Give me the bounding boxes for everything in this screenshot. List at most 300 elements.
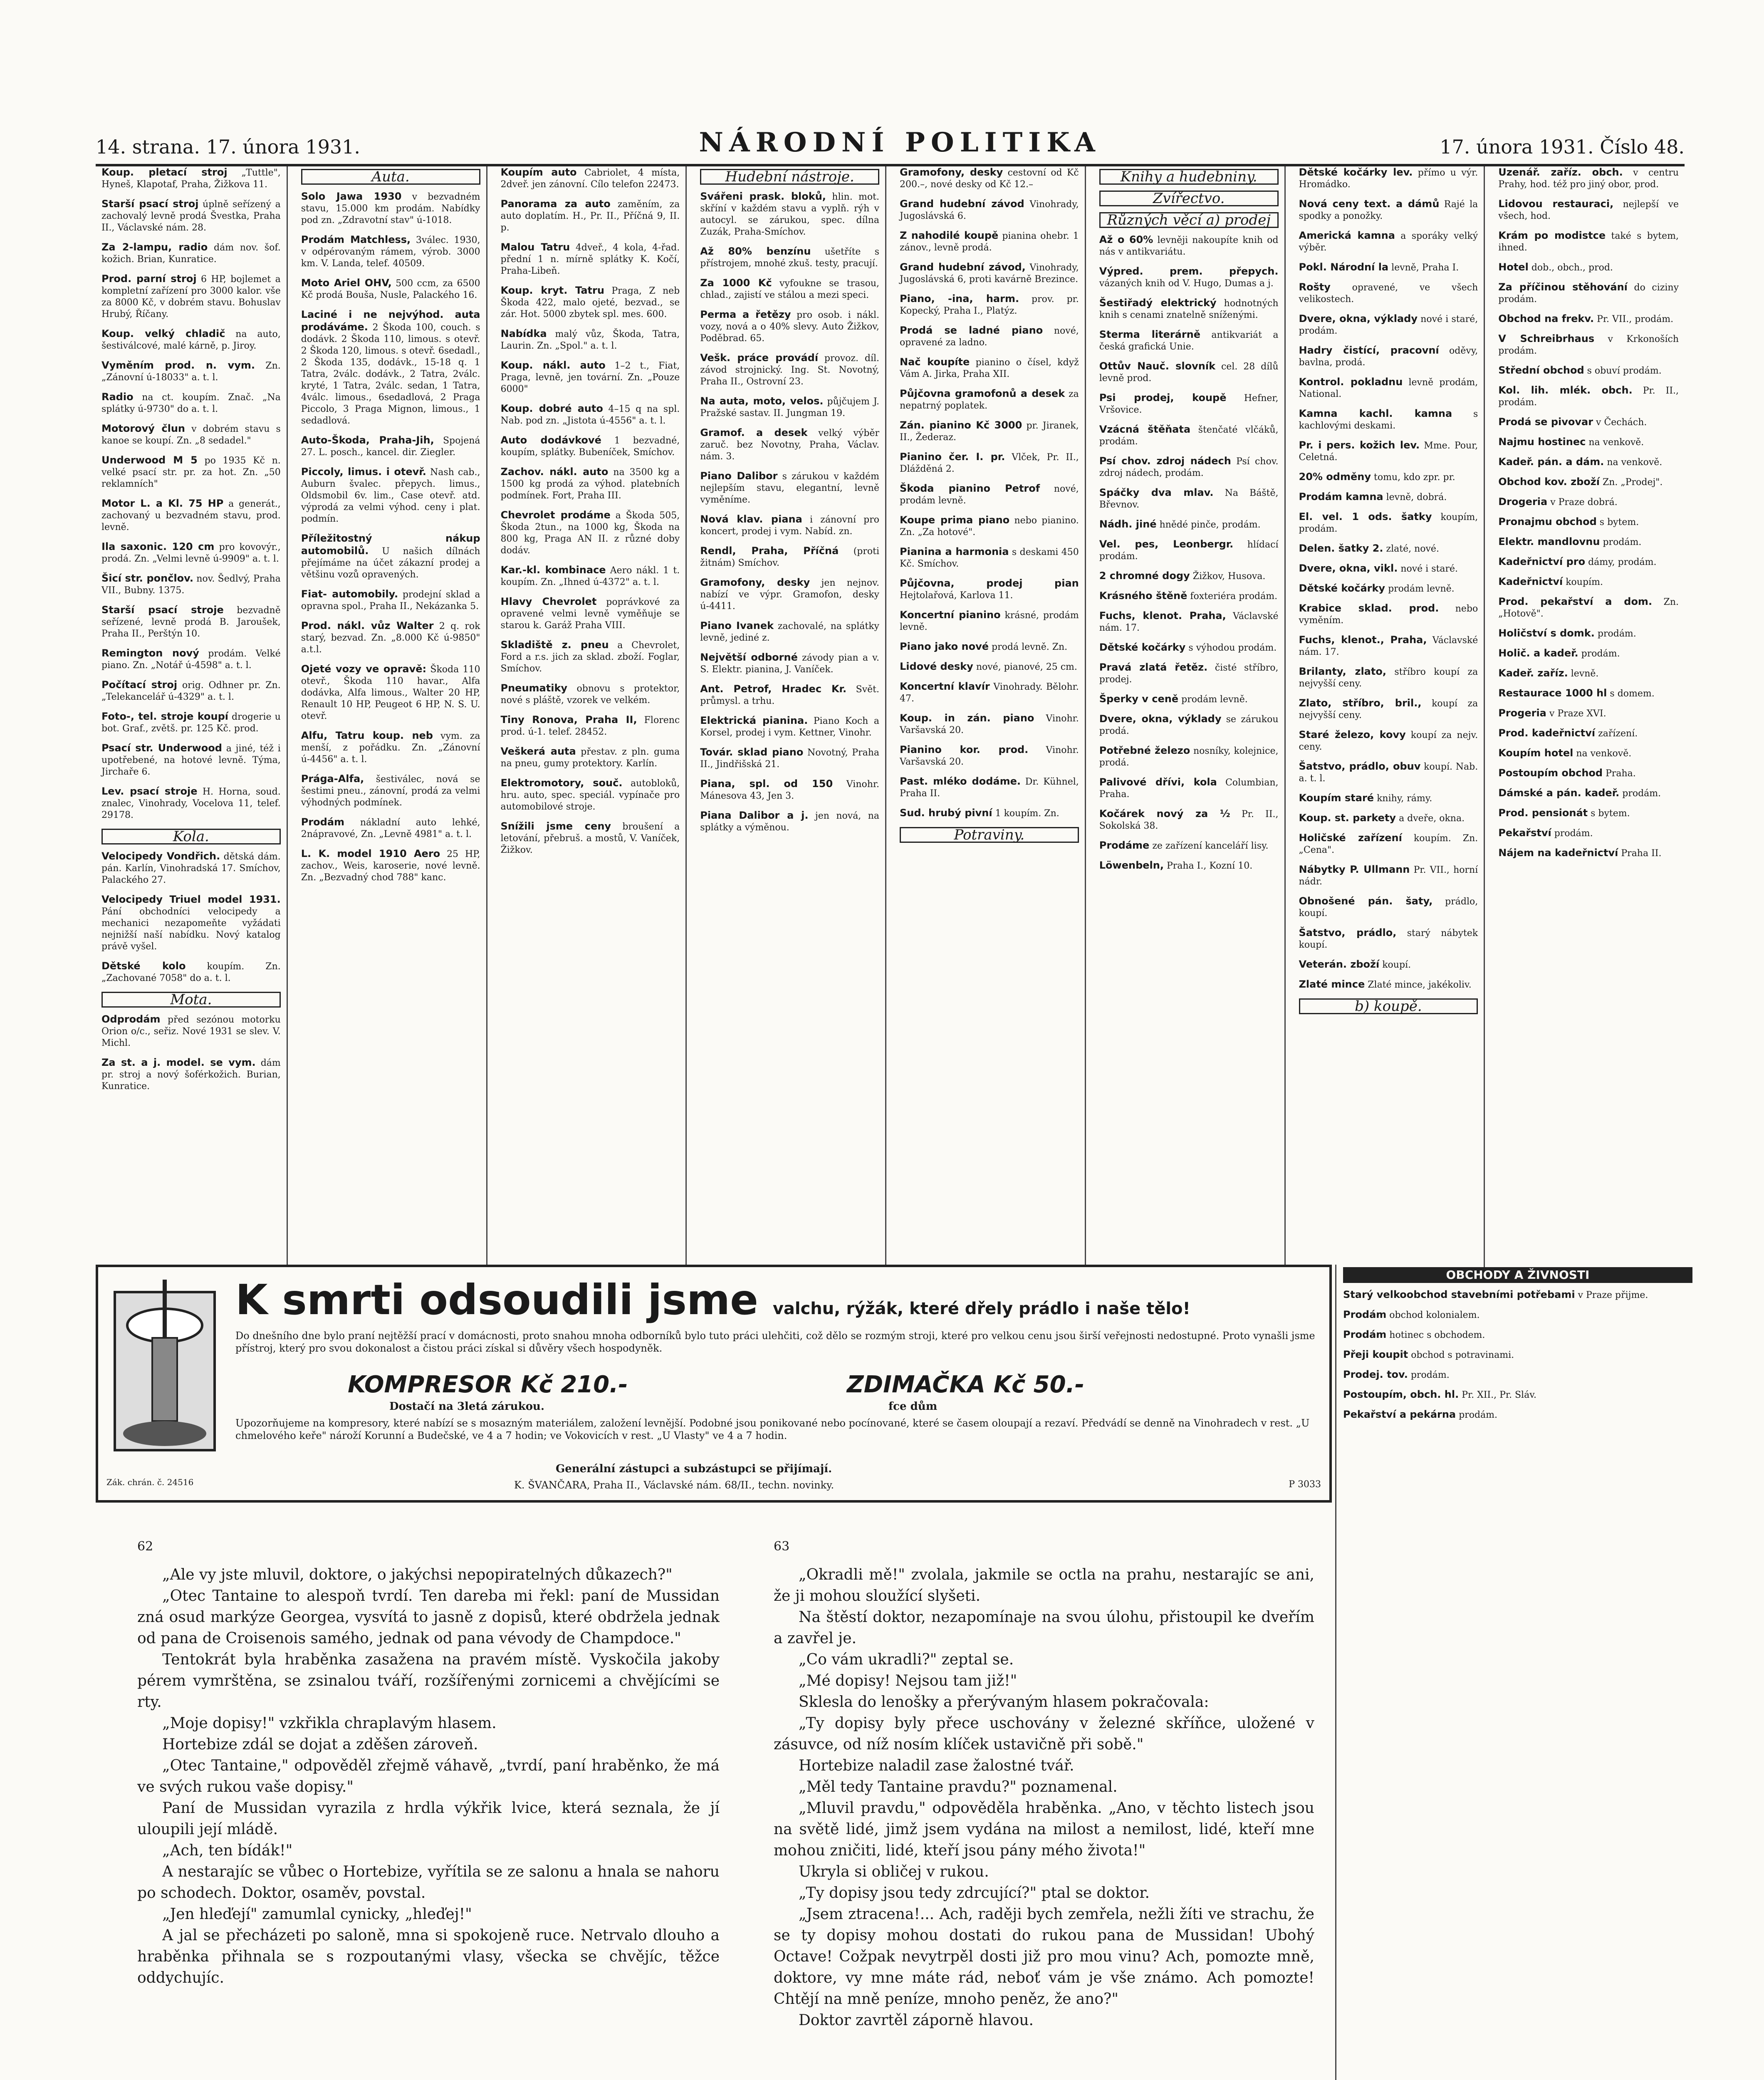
classified-ad <box>900 661 1079 673</box>
classified-ad <box>1498 436 1679 448</box>
ad-text: dětská dám. pán. Karlín, Vinohradská 17. Smíchov, Palackého 27. <box>101 852 281 885</box>
ad-heading: Prodáme <box>1099 839 1150 851</box>
classified-ad <box>1099 776 1279 800</box>
ad-text: pianina ohebr. 1 zánov., levně prodá. <box>900 231 1079 253</box>
classified-ad <box>501 509 680 557</box>
classified-ad <box>301 466 480 525</box>
classified-ad <box>1498 496 1679 508</box>
ad-heading: Střední obchod <box>1498 364 1584 376</box>
classified-ad <box>900 419 1079 443</box>
classified-ad <box>1299 582 1478 595</box>
ad-text: foxteriéra prodám. <box>1190 591 1278 602</box>
ad-text: Václavské nám. 17. <box>1099 611 1279 633</box>
ad-text: prov. pr. Kopecký, Praha I., Platýz. <box>900 294 1079 316</box>
ad-column-6 <box>1094 166 1286 1273</box>
ad-text: zaměním, za auto doplatím. H., Pr. II., Příčná 9, II. p. <box>500 199 680 233</box>
ad-heading: El. vel. 1 ods. šatky <box>1299 511 1432 522</box>
ad-text: Zn. „Zánovní ú-18033" a. t. l. <box>101 361 281 383</box>
ad-heading: Gramofony, desky <box>700 577 810 588</box>
classified-ad <box>1498 787 1679 800</box>
classified-ad <box>1498 536 1679 548</box>
ad-text: v Krkonoších prodám. <box>1498 334 1679 356</box>
ad-zdimacka-price: ZDIMAČKA Kč 50.- <box>847 1371 1085 1398</box>
ad-text: prodejní sklad a opravna spol., Praha II., Nekázanka 5. <box>301 589 480 612</box>
classified-ad <box>1343 1289 1692 1301</box>
ad-text: nebo pianino. Zn. „Za hotové". <box>900 515 1079 537</box>
ad-heading: Nájem na kadeřnictví <box>1498 847 1618 859</box>
ad-text: Spojená 27. L. posch., kancel. dir. Ziegler. <box>301 436 480 458</box>
classified-ad <box>1099 693 1279 706</box>
ad-heading: Veškerá auta <box>500 745 576 757</box>
ad-heading: Chevrolet prodáme <box>500 509 611 521</box>
novel-paragraph: „Měl tedy Tantaine pravdu?" poznamenal. <box>799 1778 1118 1795</box>
ad-text: pr. Jiranek, II., Žederaz. <box>900 421 1079 443</box>
ad-heading: Počítací stroj <box>101 679 178 691</box>
ad-heading: Ila saxonic. 120 cm <box>101 541 215 552</box>
novel-paragraph: „Okradli mě!" zvolala, jakmile se octla na prahu, nestarajíc se ani, že ji mohou sloužící slyšeti. <box>774 1566 1314 1605</box>
ad-heading: Pronajmu obchod <box>1498 516 1597 527</box>
ad-heading: Piana, spl. od 150 <box>700 778 833 790</box>
classified-ad <box>501 434 680 458</box>
classified-ad <box>1498 313 1679 325</box>
ad-text: nové i staré. <box>1400 564 1458 574</box>
classified-ad <box>1498 261 1679 274</box>
ad-text: Vinohrady, Jugoslávská 6. <box>900 199 1079 221</box>
ad-heading: Grand hudební závod <box>900 198 1024 210</box>
ad-heading: Pekařství a pekárna <box>1343 1409 1456 1420</box>
classified-ad <box>501 285 680 320</box>
ad-text: Praha II. <box>1621 848 1662 859</box>
ad-text: nové i staré, prodám. <box>1299 314 1478 336</box>
ad-text: hodnotných knih s cenami znatelně sníženými. <box>1099 298 1279 320</box>
ad-heading: Vzácná štěňata <box>1099 423 1191 435</box>
ad-heading: Dětské kočárky <box>1099 641 1186 653</box>
ad-heading: Ant. Petrof, Hradec Kr. <box>700 683 847 695</box>
ad-text: dám pr. stroj a nový šoférkožich. Burian, Kunratice. <box>101 1058 281 1092</box>
ad-text: Pr. VII., horní nádr. <box>1299 865 1478 887</box>
ad-text: Nash cab., Auburn švalec. přepych. limus., Oldsmobil 6v. lim., Case otevř. atd. výprodá za velmi výhod. ceny i plat. podmín. <box>301 467 480 524</box>
classified-ad <box>101 647 281 671</box>
ad-heading: Löwenbeln, <box>1099 859 1164 871</box>
ad-text: 6 HP, bojlemet a kompletní zařízení pro 3000 kalor. vše za 8000 Kč, v dobrém stavu. Bohuslav Hrubý, Říčany. <box>101 274 281 319</box>
ad-text: na venkově. <box>1576 748 1632 759</box>
ad-text: v Praze dobrá. <box>1550 497 1618 508</box>
section-ruzne: Různých věcí a) prodej <box>1099 212 1279 228</box>
section-auta: Auta. <box>301 169 480 185</box>
classified-ad <box>700 651 879 676</box>
header-right: 17. února 1931. Číslo 48. <box>1440 136 1685 158</box>
ad-text: Novotný, Praha II., Jindřišská 21. <box>700 748 879 770</box>
classified-ad <box>1299 261 1478 274</box>
ad-heading: Pianino kor. prod. <box>900 744 1029 755</box>
classified-ad <box>1498 556 1679 568</box>
novel-paragraph: Na štěstí doktor, nezapomínaje na svou úlohu, přistoupil ke dveřím a zavřel je. <box>774 1609 1314 1647</box>
classified-ad <box>1498 647 1679 660</box>
novel-page-right <box>774 1564 1314 2031</box>
ad-text: koupím. Zn. „Cena". <box>1299 833 1478 855</box>
ad-heading: Palivové dřívi, kola <box>1099 776 1217 788</box>
ad-heading: Gramof. a desek <box>700 427 808 438</box>
ad-heading: Prodám <box>301 816 345 828</box>
classified-ad <box>501 564 680 588</box>
ad-text: poprávkové za opravené velmi levně vyměňuje se starou k. Garáž Praha VIII. <box>500 597 680 631</box>
classified-ad <box>101 391 281 415</box>
classified-ad <box>1498 516 1679 528</box>
ad-heading: Dvere, okna, výklady <box>1099 713 1222 725</box>
ad-text: levně, Praha I. <box>1391 262 1459 273</box>
ad-heading: Koupím hotel <box>1498 747 1573 759</box>
ad-column-5 <box>894 166 1086 1273</box>
ad-heading: Psí chov. zdroj nádech <box>1099 455 1231 467</box>
classified-ad <box>301 277 480 301</box>
classified-ad <box>1299 471 1478 483</box>
classified-ad <box>1099 234 1279 258</box>
ad-text: Pání obchodníci velocipedy a mechanici nezapomeňte vyžádati nejnižší naší nabídku. Nový katalog právě vyšel. <box>101 906 281 952</box>
ad-text: zařízení. <box>1598 728 1638 739</box>
classified-ad <box>900 324 1079 349</box>
classified-ad <box>700 309 879 344</box>
ad-text: vázaných knih od V. Hugo, Dumas a j. <box>1099 278 1274 289</box>
ad-heading: Restaurace 1000 hl <box>1498 687 1607 699</box>
classified-ad <box>1299 511 1478 535</box>
ad-text: Žižkov, Husova. <box>1192 571 1266 582</box>
ad-heading: Piccoly, limus. i otevř. <box>301 466 426 478</box>
classified-ad <box>1299 864 1478 888</box>
ad-text: i zánovní pro koncert, prodej i vym. Nabíd. zn. <box>700 515 880 537</box>
ad-text: s domem. <box>1610 688 1655 699</box>
ad-text: Pr. VII., prodám. <box>1597 314 1674 324</box>
classified-ad <box>1498 807 1679 820</box>
classified-ad <box>1299 542 1478 555</box>
ad-heading: Nabídka <box>500 328 547 339</box>
ad-heading: Vel. pes, Leonbergr. <box>1099 538 1234 550</box>
ad-heading: Prod. parní stroj <box>101 273 197 285</box>
classified-ad <box>900 641 1079 653</box>
ad-heading: Zán. pianino Kč 3000 <box>900 419 1022 431</box>
classified-ad <box>700 715 879 739</box>
ad-heading: Starší psací stroje <box>101 604 224 616</box>
classified-ad <box>501 596 680 631</box>
classified-ad <box>900 577 1079 602</box>
ad-heading: Obchod kov. zboží <box>1498 476 1600 488</box>
ad-heading: Skladiště z. pneu <box>500 639 609 651</box>
classified-ad <box>101 604 281 640</box>
ad-text: se zárukou prodá. <box>1099 714 1279 736</box>
section-kola: Kola. <box>101 829 281 844</box>
ad-heading: Koupe prima piano <box>900 514 1010 526</box>
ad-heading: Koup. dobré auto <box>500 403 603 414</box>
classified-ad <box>1299 697 1478 721</box>
ad-heading: Pianino čer. I. pr. <box>900 451 1005 463</box>
ad-text: Pr. XII., Pr. Sláv. <box>1462 1390 1537 1400</box>
ad-text: s bytem. <box>1599 517 1639 527</box>
ad-text: prodám. <box>1581 649 1620 659</box>
classified-ad <box>501 777 680 813</box>
novel-paragraph: „Ty dopisy jsou tedy zdrcující?" ptal se doktor. <box>799 1884 1150 1902</box>
ad-heading: Delen. šatky 2. <box>1299 542 1383 554</box>
ad-heading: Krabice sklad. prod. <box>1299 602 1439 614</box>
ad-heading: Radio <box>101 391 134 403</box>
section-koupe: b) koupě. <box>1299 998 1478 1014</box>
novel-paragraph: Hortebize naladil zase žalostné tvář. <box>799 1757 1074 1774</box>
classified-ad <box>1099 713 1279 737</box>
ad-heading: Kol. lih. mlék. obch. <box>1498 384 1633 396</box>
ad-text: velký výběr zaruč. bez Novotny, Praha, Václav. nám. 3. <box>700 428 880 462</box>
classified-ad <box>501 682 680 706</box>
classified-ad <box>1343 1329 1692 1341</box>
classified-ad <box>1498 576 1679 588</box>
classified-ad <box>1299 602 1478 626</box>
ad-heading: Dámské a pán. kadeř. <box>1498 787 1620 799</box>
classified-ad <box>1299 729 1478 753</box>
classified-ad <box>1498 747 1679 760</box>
classified-ad <box>1299 439 1478 463</box>
classified-ad <box>301 434 480 458</box>
ad-text: koupím. Zn. „Zachované 7058" do a. t. l. <box>101 961 281 983</box>
classified-ad <box>1299 666 1478 690</box>
ad-text: po 1935 Kč n. velké psací str. pr. za hot. Zn. „50 reklamních" <box>101 456 281 489</box>
ad-text: s výhodou prodám. <box>1188 643 1277 653</box>
classified-ad <box>1299 958 1478 971</box>
classified-ad <box>501 198 680 234</box>
ad-heading: Kontrol. pokladnu <box>1299 376 1403 388</box>
ad-text: přímo u výr. Hromádko. <box>1299 168 1478 190</box>
ad-text: nejlepší ve všech, hod. <box>1498 199 1679 221</box>
ad-text: koupí. Nab. a. t. l. <box>1299 762 1478 784</box>
ad-heading: Past. mléko dodáme. <box>900 775 1021 787</box>
ad-column-4 <box>694 166 886 1273</box>
novel-paragraph: Tentokrát byla hraběnka zasažena na pravém místě. Vyskočila jakoby pérem vymrštěna, se zsinalou tváří, rozšířenými zornicemi a chvějícími se rty. <box>137 1651 720 1711</box>
classified-ad <box>1299 927 1478 951</box>
classified-ad <box>1343 1349 1692 1361</box>
ad-text: obchod kolonialem. <box>1389 1310 1480 1320</box>
ad-text: v dobrém stavu s kanoe se koupí. Zn. „8 sedadel." <box>101 424 281 446</box>
ad-text: Václavské nám. 17. <box>1299 635 1478 657</box>
classified-ad <box>1099 455 1279 479</box>
classified-ad <box>900 198 1079 222</box>
ad-heading: Veterán. zboží <box>1299 958 1380 970</box>
ad-heading: Kadeřnictví pro <box>1498 556 1586 567</box>
ad-text: přestav. z pln. guma na pneu, gumy protektory. Karlín. <box>500 747 680 769</box>
classified-ad <box>1099 839 1279 852</box>
classified-ad <box>900 546 1079 570</box>
novel-paragraph: „Co vám ukradli?" zeptal se. <box>799 1651 1014 1668</box>
ad-text: starý nábytek koupí. <box>1299 928 1478 950</box>
ad-text: Praha I., Kozní 10. <box>1166 861 1253 871</box>
ad-text: prodám levně. <box>1181 694 1248 705</box>
classified-ad <box>501 241 680 277</box>
ad-text: Rajé la spodky a ponožky. <box>1299 199 1478 221</box>
businesses-column <box>1335 1265 1692 2080</box>
ad-text: obnovu s protektor, nové s pláště, vzorek ve velkém. <box>500 683 680 706</box>
ad-heading: Lidové desky <box>900 661 973 672</box>
ad-text: nové, pianové, 25 cm. <box>976 662 1077 672</box>
classified-ad <box>501 466 680 502</box>
ad-text: 1 bezvadné, koupím, splátky. Bubeníček, Smíchov. <box>500 436 680 458</box>
ad-heading: Piana Dalibor a j. <box>700 810 809 821</box>
classified-ad <box>700 810 879 834</box>
novel-page-left <box>137 1564 720 1988</box>
ad-text: prodám. <box>1597 629 1636 639</box>
classified-ad <box>101 1013 281 1049</box>
ad-heading: Foto-, tel. stroje koupí <box>101 711 229 722</box>
classified-ad <box>1498 456 1679 468</box>
ad-heading: Pr. i pers. kožich lev. <box>1299 439 1420 451</box>
classified-ad <box>501 820 680 856</box>
ad-heading: Spáčky dva mlav. <box>1099 487 1214 498</box>
ad-heading: Piano, -ina, harm. <box>900 293 1019 305</box>
classified-ad <box>1498 627 1679 640</box>
ad-heading: Staré železo, kovy <box>1299 729 1406 740</box>
ad-text: pianino o čísel, když Vám A. Jirka, Praha XII. <box>900 357 1079 379</box>
ad-heading: Koup. st. parkety <box>1299 812 1396 824</box>
classified-ad <box>1299 198 1478 222</box>
classified-ad <box>501 639 680 675</box>
ad-text: nové, prodám levně. <box>900 484 1079 506</box>
classified-ad <box>1498 230 1679 254</box>
classified-ad <box>1498 596 1679 620</box>
ad-kompresor-price: KOMPRESOR Kč 210.- <box>348 1371 628 1398</box>
ad-heading: Nová klav. piana <box>700 513 802 525</box>
novel-paragraph: Paní de Mussidan vyrazila z hrdla výkřik lvice, která seznala, že jí uloupili její mládě. <box>137 1800 720 1838</box>
classified-ad <box>101 742 281 778</box>
classified-ad <box>700 577 879 612</box>
ad-text: Zn. „Prodej". <box>1602 477 1663 488</box>
ad-text: Columbian, Praha. <box>1099 778 1279 800</box>
ad-heading: Grand hudební závod, <box>900 261 1026 273</box>
ad-text: levněji nakoupíte knih od nás v antikvariátu. <box>1099 235 1279 257</box>
ad-text: v Praze přijme. <box>1578 1290 1648 1300</box>
ad-text: cel. 28 dílů levně prod. <box>1099 362 1279 384</box>
ad-text: štenčaté vlčáků, prodám. <box>1099 425 1279 447</box>
classified-ad <box>1299 408 1478 432</box>
ad-heading: Škoda pianino Petrof <box>900 483 1040 494</box>
ad-kompresor-sub: Dostačí na 3letá zárukou. <box>389 1400 544 1413</box>
ad-heading: Laciné i ne nejvýhod. auta prodáváme. <box>301 309 480 333</box>
ad-heading: Nábytky P. Ullmann <box>1299 864 1410 875</box>
ad-heading: Americká kamna <box>1299 230 1395 241</box>
ad-text: prodá levně. Zn. <box>992 642 1068 652</box>
classified-ad <box>1299 760 1478 785</box>
ad-text: Pr. II., Sokolská 38. <box>1099 809 1279 831</box>
ad-text: pro kovovýr., prodá. Zn. „Velmi levně ú-9909" a. t. l. <box>101 542 281 564</box>
classified-ad <box>900 356 1079 380</box>
ad-text: koupím, prodám. <box>1299 512 1478 534</box>
ad-text: dob., obch., prod. <box>1531 262 1613 273</box>
ad-heading: Kadeř. zaříz. <box>1498 667 1568 679</box>
ad-heading: Brilanty, zlato, <box>1299 666 1386 677</box>
ad-text: prodám. <box>1410 1370 1450 1380</box>
ad-text: prodám. <box>1622 788 1661 799</box>
ad-text: hlídací prodám. <box>1099 540 1279 562</box>
ad-text: provoz. díl. závod strojnický. Ing. St. Novotný, Praha II., Ostrovní 23. <box>700 353 880 387</box>
ad-text: Hejtolařová, Karlova 11. <box>900 590 1013 601</box>
ad-text: půjčujem J. Pražské sastav. II. Jungman 19. <box>700 396 879 418</box>
ad-text: 4dveř., 4 kola, 4-řad. přední 1 n. mírně splátky K. Kočí, Praha-Libeň. <box>500 243 680 276</box>
classified-ad <box>1099 859 1279 872</box>
ad-text: krásné, prodám levně. <box>900 610 1079 632</box>
classified-ad <box>900 775 1079 800</box>
classified-ad <box>101 679 281 703</box>
novel-paragraph: „Ty dopisy byly přece uschovány v železné skříňce, uložené v zásuvce, od níž nosím klíček ustavičně při sobě." <box>774 1715 1314 1753</box>
ad-heading: Alfu, Tatru koup. neb <box>301 730 433 741</box>
classified-ad <box>501 328 680 352</box>
classified-ad <box>1299 832 1478 856</box>
ad-heading: Piano jako nové <box>900 641 989 652</box>
ad-heading: Malou Tatru <box>500 241 570 253</box>
ad-text: Hefner, Vršovice. <box>1099 393 1279 415</box>
classified-ad <box>501 359 680 395</box>
ad-text: broušení a letování, přebruš. a mostů, V. Vaníček, Žižkov. <box>500 822 680 855</box>
ad-heading: Elektr. mandlovnu <box>1498 536 1600 547</box>
classified-ad <box>101 273 281 320</box>
ad-heading: Šperky v ceně <box>1099 693 1179 705</box>
classified-ad <box>900 681 1079 705</box>
ad-text: H. Horna, soud. znalec, Vinohrady, Vocelova 11, telef. 29178. <box>101 787 281 820</box>
ad-text: v bezvadném stavu, 15.000 km prodám. Nabídky pod zn. „Zdravotní stav" ú-1018. <box>301 192 480 225</box>
classified-ad <box>1299 812 1478 825</box>
classified-ad <box>900 514 1079 538</box>
page-number-left: 62 <box>137 1539 153 1554</box>
classified-ad <box>1299 895 1478 919</box>
classified-ad <box>101 572 281 597</box>
ad-heading: Pekařství <box>1498 827 1551 839</box>
ad-text: s obuví prodám. <box>1587 366 1662 376</box>
classified-ad <box>1099 360 1279 384</box>
classified-ad <box>1498 827 1679 839</box>
ad-heading: Prodám <box>1343 1309 1387 1320</box>
ad-text: vym. za menší, z pořádku. Zn. „Zánovní ú-4456" a. t. l. <box>301 731 480 765</box>
ad-text: Cabriolet, 4 místa, 2dveř. jen zánovní. Cílo telefon 22473. <box>500 168 680 190</box>
classified-ad <box>1299 230 1478 254</box>
classified-ad <box>1343 1389 1692 1401</box>
ad-text: prodám. Velké piano. Zn. „Notář ú-4598" a. t. l. <box>101 649 281 671</box>
ad-text: Aero nákl. 1 t. koupím. Zn. „Ihned ú-4372" a. t. l. <box>500 565 680 587</box>
ad-heading: Drogeria <box>1498 496 1548 508</box>
ad-column-1 <box>96 166 288 1273</box>
ad-text: 1–2 t., Fiat, Praga, levně, jen tovární. Zn. „Pouze 6000" <box>500 361 680 394</box>
ad-heading: Prodám kamna <box>1299 491 1383 503</box>
novel-paragraph: „Mluvil pravdu," odpověděla hraběnka. „Ano, v těchto listech jsou na světě lidé, jimž jsem vydána na milost a nemilost, lidé, kteří mne mohou zničiti, lidé, kteří jsou pány mého života!" <box>774 1800 1314 1859</box>
ad-text: Pr. II., prodám. <box>1498 386 1679 408</box>
ad-text: s deskami 450 Kč. Smíchov. <box>900 547 1079 569</box>
ad-heading: Zachov. nákl. auto <box>500 466 609 478</box>
classified-ad <box>700 191 879 238</box>
ad-text: vyfoukne se trasou, chlad., zajistí ve stálou a mezi speci. <box>700 278 879 300</box>
ad-text: Zn. „Hotově". <box>1498 597 1679 619</box>
ad-heading: Sterma literárně <box>1099 329 1201 340</box>
ad-heading: Lev. psací stroje <box>101 785 198 797</box>
ad-heading: Uzenář. zaříz. obch. <box>1498 166 1623 178</box>
ad-heading: Pokl. Národní la <box>1299 261 1389 273</box>
classified-ad <box>101 359 281 384</box>
ad-text: jen nejnov. nabízí ve výpr. Gramofon, desky ú-4411. <box>700 578 879 612</box>
ad-heading: Až o 60% <box>1099 234 1153 245</box>
ad-text: levně. <box>1571 669 1599 679</box>
ad-heading: Koup. kryt. Tatru <box>500 285 604 296</box>
ad-heading: Za příčinou stěhování <box>1498 281 1628 293</box>
ad-heading: V Schreibrhaus <box>1498 333 1595 344</box>
ad-heading: Motor L. a Kl. 75 HP <box>101 498 224 509</box>
novel-paragraph: „Jen hleďejí" zamumlal cynicky, „hleďej!" <box>162 1906 472 1923</box>
classified-ad <box>1099 745 1279 769</box>
classified-ad <box>1099 423 1279 448</box>
ad-heading: Šatstvo, prádlo, obuv <box>1299 760 1421 772</box>
ad-heading: Kamna kachl. kamna <box>1299 408 1452 419</box>
novel-paragraph: A jal se přecházeti po saloně, mna si spokojeně ruce. Netrvalo dlouho a hraběnka přihnala se s rozpoutanými vlasy, všecka se chvějíc, těžce oddychujíc. <box>137 1927 720 1986</box>
ad-text: Vinohr. Varšavská 20. <box>900 713 1079 735</box>
ad-text: oděvy, bavlna, prodá. <box>1299 346 1478 368</box>
